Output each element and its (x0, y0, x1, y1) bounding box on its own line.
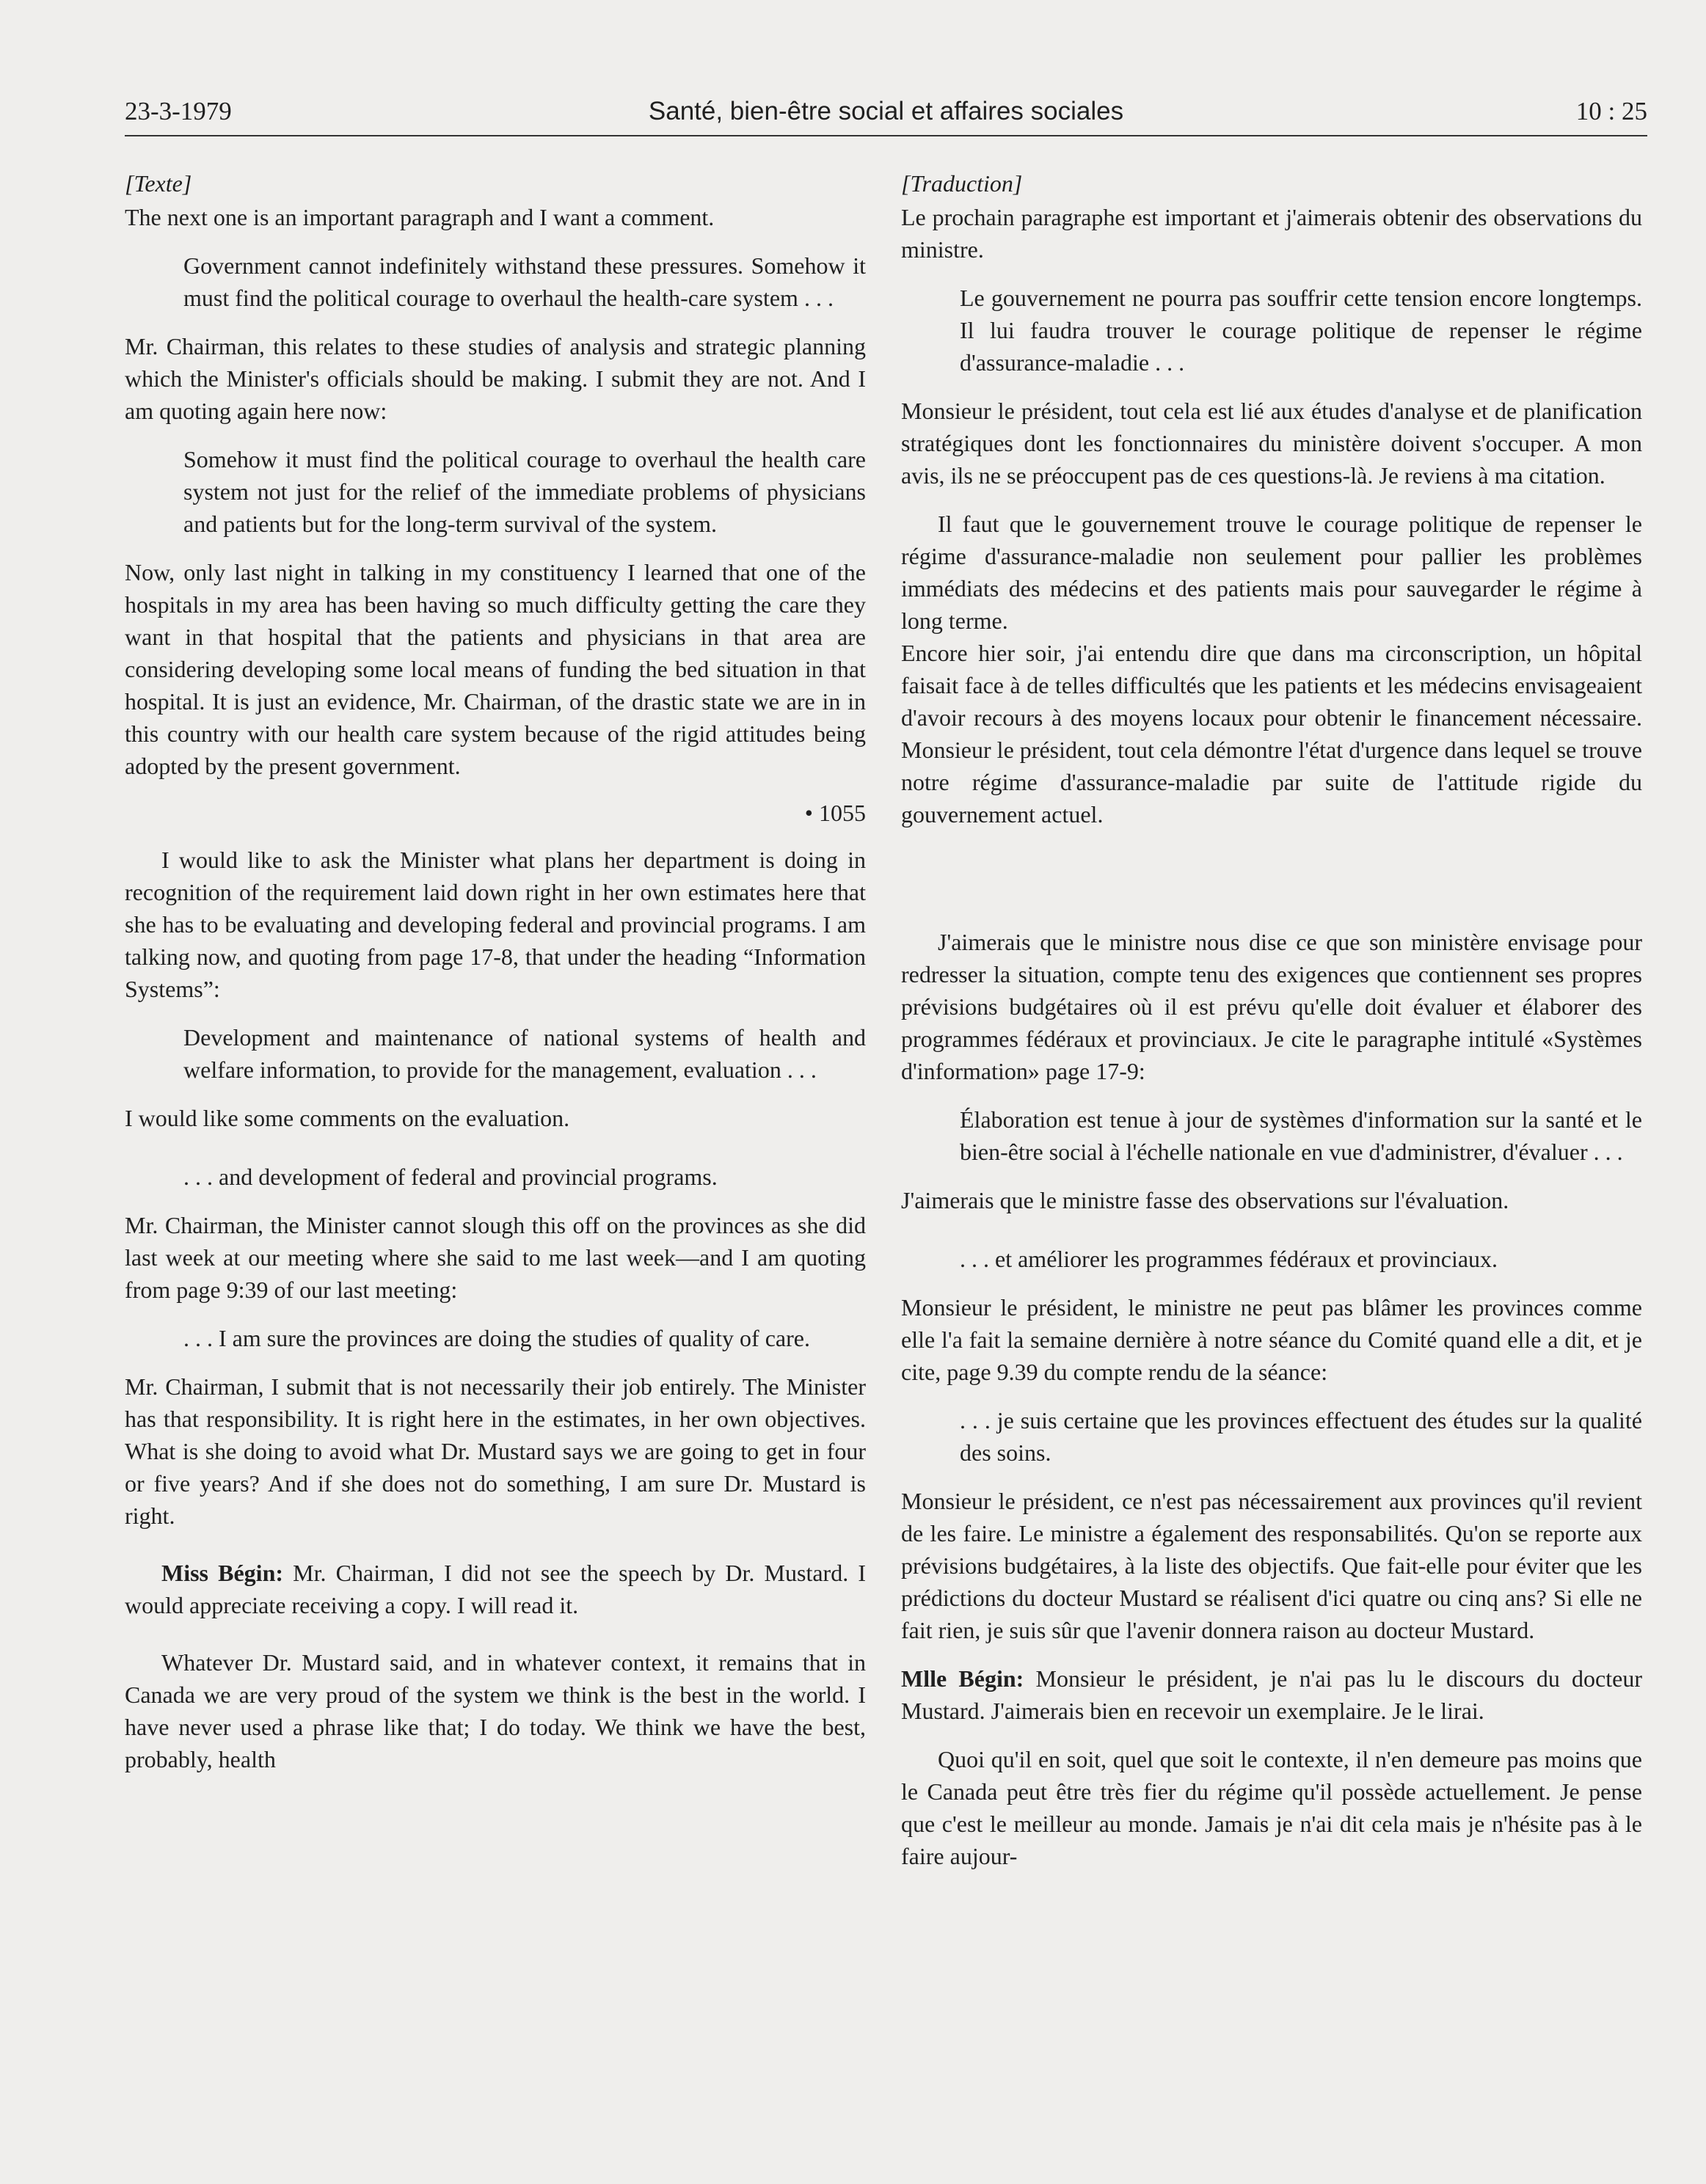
paragraph: Quoi qu'il en soit, quel que soit le contexte, il n'en demeure pas moins que le Canada peut être très fier du régime qu'il possède actuellement. Je pense que c'est le meilleur au monde. Jamais je n'ai dit cela mais je n'hésite pas à le faire aujour- (901, 1746, 1642, 1869)
paragraph: Monsieur le président, tout cela est lié aux études d'analyse et de planification stratégiques dont les fonctionnaires du ministère doivent s'occuper. A mon avis, ils ne se préoccupent pas de ces questions-là. Je reviens à ma citation. (901, 398, 1642, 489)
header-date: 23-3-1979 (125, 97, 232, 125)
paragraph: The next one is an important paragraph and I want a comment. (125, 204, 715, 230)
block-quote: Development and maintenance of national systems of health and welfare information, to provide for the management, evaluation . . . (183, 1024, 866, 1083)
paragraph: Il faut que le gouvernement trouve le courage politique de repenser le régime d'assurance-maladie non seulement pour pallier les problèmes immédiats des médecins et des patients mais pour sauvegarder le régime à long terme. (901, 511, 1642, 634)
paragraph: Mr. Chairman, I submit that is not necessarily their job entirely. The Minister has that responsibility. It is right here in the estimates, in her own objectives. What is she doing to avoid what Dr. Mustard says we are going to get in four or five years? And if she does not do something, I am sure Dr. Mustard is right. (125, 1373, 866, 1529)
paragraph: Monsieur le président, ce n'est pas nécessairement aux provinces qu'il revient de les faire. Le ministre a également des responsabilités. Qu'on se reporte aux prévisions budgétaires, à la liste des objectifs. Que fait-elle pour éviter que les prédictions du docteur Mustard se réalisent d'ici quatre ou cinq ans? Si elle ne fait rien, je suis sûr que l'avenir donnera raison au docteur Mustard. (901, 1488, 1642, 1643)
paragraph: Now, only last night in talking in my constituency I learned that one of the hospitals in my area has been having so much difficulty getting the care they want in that hospital that the patients and physicians in that area are considering developing some local means of funding the bed situation in that hospital. It is just an evidence, Mr. Chairman, of the drastic state we are in in this country with our health care system because of the rigid attitudes being adopted by the present government. (125, 559, 866, 779)
paragraph: I would like to ask the Minister what plans her department is doing in recognition of the requirement laid down right in her own estimates here that she has to be evaluating and developing federal and provincial programs. I am talking now, and quoting from page 17-8, that under the heading “Information Systems”: (125, 847, 866, 1002)
block-quote: . . . and development of federal and provincial programs. (183, 1164, 718, 1190)
paragraph: I would like some comments on the evaluation. (125, 1105, 570, 1131)
page-header (125, 94, 1647, 136)
header-title: Santé, bien-être social et affaires sociales (648, 97, 1124, 125)
paragraph: J'aimerais que le ministre nous dise ce que son ministère envisage pour redresser la situation, compte tenu des exigences que contiennent ses propres prévisions budgétaires où il est prévu qu'elle doit évaluer et élaborer des programmes fédéraux et provinciaux. Je cite le paragraphe intitulé «Systèmes d'information» page 17-9: (901, 929, 1642, 1084)
paragraph: J'aimerais que le ministre fasse des observations sur l'évaluation. (901, 1187, 1509, 1213)
paragraph: Encore hier soir, j'ai entendu dire que dans ma circonscription, un hôpital faisait face à de telles difficultés que les patients et les médecins envisageaient d'avoir recours à des moyens locaux pour obtenir le financement nécessaire. Monsieur le président, tout cela démontre l'état d'urgence dans lequel se trouve notre régime d'assurance-maladie par suite de l'attitude rigide du gouvernement actuel. (901, 640, 1642, 828)
block-quote: Élaboration est tenue à jour de systèmes d'information sur la santé et le bien-être social à l'échelle nationale en vue d'administrer, d'évaluer . . . (960, 1106, 1642, 1165)
speech-text: Mr. Chairman, I did not see the speech by Dr. Mustard. I would appreciate receiving a copy. I will read it. (125, 1560, 867, 1618)
paragraph: Mr. Chairman, this relates to these studies of analysis and strategic planning which the Minister's officials should be making. I submit they are not. And I am quoting again here now: (125, 333, 866, 424)
speaker-name: Miss Bégin: (161, 1560, 284, 1586)
paragraph: Whatever Dr. Mustard said, and in whatever context, it remains that in Canada we are very proud of the system we think is the best in the world. I have never used a phrase like that; I do today. We think we have the best, probably, health (125, 1649, 866, 1772)
speech-text: Monsieur le président, je n'ai pas lu le discours du docteur Mustard. J'aimerais bien en recevoir un exemplaire. Je le lirai. (901, 1665, 1643, 1724)
block-quote: . . . I am sure the provinces are doing the studies of quality of care. (183, 1325, 810, 1351)
time-marker: • 1055 (804, 800, 866, 826)
column-label: [Texte] (125, 170, 192, 197)
column-label: [Traduction] (901, 170, 1023, 197)
block-quote: . . . je suis certaine que les provinces effectuent des études sur la qualité des soins. (960, 1407, 1642, 1466)
english-column (125, 167, 866, 1775)
block-quote: Somehow it must find the political courage to overhaul the health care system not just for the relief of the immediate problems of physicians and patients but for the long-term survival of the system. (183, 446, 866, 537)
block-quote: Government cannot indefinitely withstand these pressures. Somehow it must find the political courage to overhaul the health-care system . . . (183, 252, 866, 311)
block-quote: . . . et améliorer les programmes fédéraux et provinciaux. (960, 1246, 1498, 1272)
french-column (901, 167, 1642, 1872)
header-page-number: 10 : 25 (1575, 97, 1647, 125)
paragraph: Mr. Chairman, the Minister cannot slough this off on the provinces as she did last week at our meeting where she said to me last week—and I am quoting from page 9:39 of our last meeting: (125, 1212, 866, 1303)
block-quote: Le gouvernement ne pourra pas souffrir cette tension encore longtemps. Il lui faudra trouver le courage politique de repenser le régime d'assurance-maladie . . . (960, 285, 1642, 376)
speaker-name: Mlle Bégin: (901, 1665, 1024, 1692)
speaker-paragraph (901, 1662, 1642, 1727)
spacer (901, 830, 1642, 926)
speaker-paragraph (125, 1557, 866, 1621)
paragraph: Le prochain paragraphe est important et j'aimerais obtenir des observations du ministre. (901, 204, 1642, 263)
paragraph: Monsieur le président, le ministre ne peut pas blâmer les provinces comme elle l'a fait la semaine dernière à notre séance du Comité quand elle a dit, et je cite, page 9.39 du compte rendu de la séance: (901, 1294, 1642, 1385)
